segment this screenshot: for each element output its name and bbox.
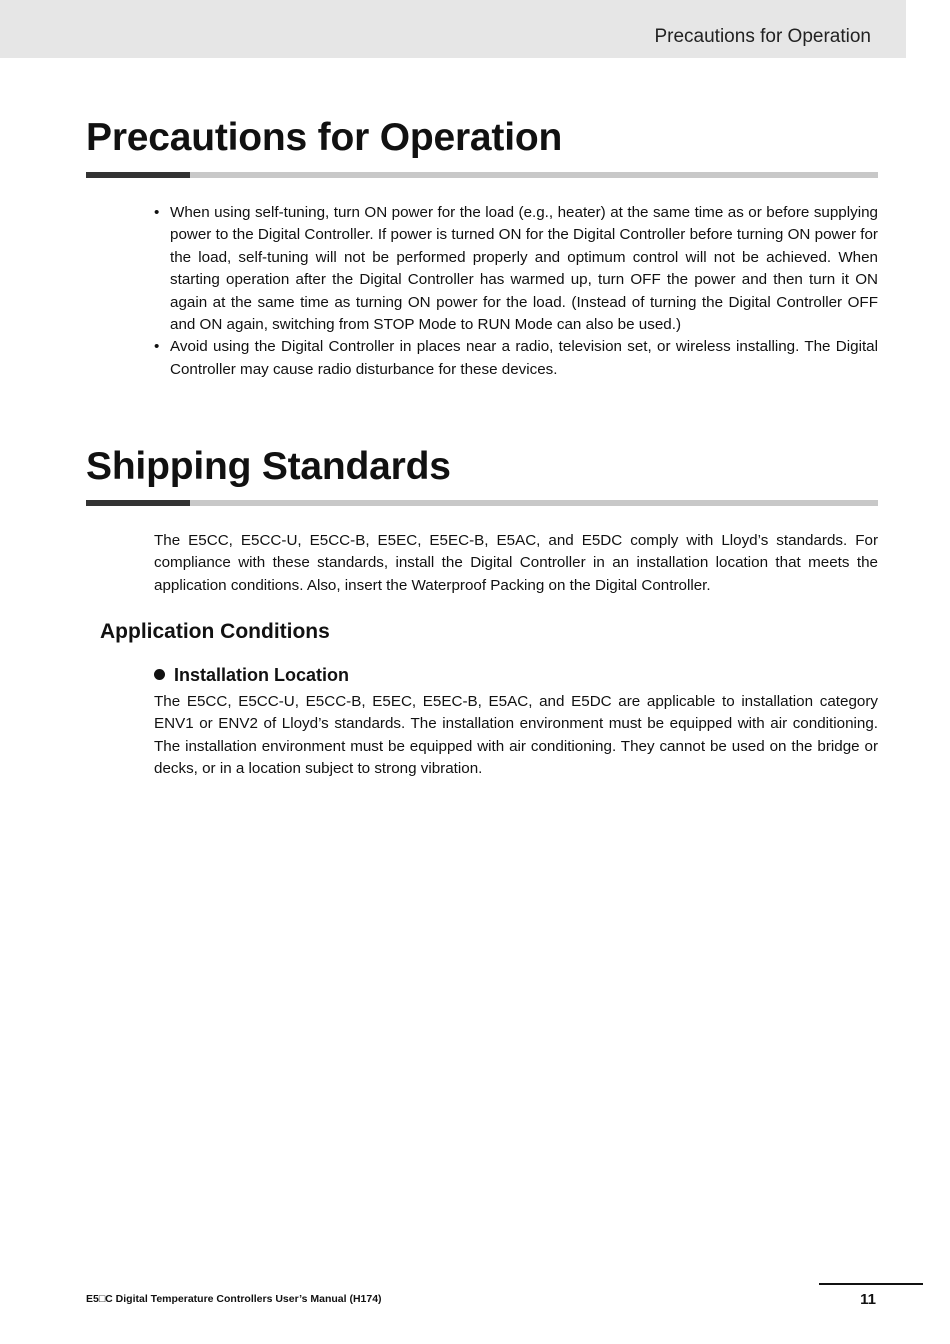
installation-location-body: The E5CC, E5CC-U, E5CC-B, E5EC, E5EC-B, E5AC, and E5DC are applicable to installation category ENV1 or ENV2 of Lloyd’s standards. The installation environment must be equipped with air conditioning. The installation environment must be equipped with air conditioning. They cannot be used on the bridge or decks, or in a location subject to strong vibration. [154, 693, 878, 778]
section-rule-accent [86, 172, 190, 178]
footer-manual-title: E5□C Digital Temperature Controllers User’s Manual (H174) [86, 1293, 382, 1305]
footer-rule [819, 1283, 923, 1285]
precautions-bullet-list [154, 202, 878, 381]
shipping-standards-intro: The E5CC, E5CC-U, E5CC-B, E5EC, E5EC-B, E5AC, and E5DC comply with Lloyd’s standards. For compliance with these standards, install the Digital Controller in an installation location that meets the application conditions. Also, insert the Waterproof Packing on the Digital Controller. [154, 532, 878, 594]
section-rule-shipping-standards [86, 500, 878, 506]
section-title-precautions: Precautions for Operation [86, 116, 563, 159]
list-item-text: Avoid using the Digital Controller in places near a radio, television set, or wireless installing. The Digital Controller may cause radio disturbance for these devices. [170, 338, 878, 378]
subsection-title-application-conditions: Application Conditions [100, 620, 330, 643]
list-item [154, 202, 878, 336]
list-item-text: When using self-tuning, turn ON power for the load (e.g., heater) at the same time as or before supplying power to the Digital Controller. If power is turned ON for the Digital Controller before turning ON power for the load, self-tuning will not be performed properly and optimum control will not be achieved. When starting operation after the Digital Controller has warmed up, turn OFF the power and then turn it ON again at the same time as turning ON power for the load. (Instead of turning the Digital Controller OFF and ON again, switching from STOP Mode to RUN Mode can also be used.) [170, 204, 878, 334]
item-title-installation-location [154, 665, 349, 686]
list-item [154, 336, 878, 381]
section-title-shipping-standards: Shipping Standards [86, 445, 451, 488]
page-number: 11 [860, 1291, 876, 1308]
bullet-dot: • [154, 204, 160, 221]
filled-circle-bullet-icon [154, 669, 165, 680]
bullet-dot: • [154, 338, 160, 356]
running-header-title: Precautions for Operation [654, 26, 871, 47]
section-rule-accent [86, 500, 190, 506]
section-rule-precautions [86, 172, 878, 178]
header-band [0, 0, 906, 58]
item-title-text: Installation Location [174, 665, 350, 685]
